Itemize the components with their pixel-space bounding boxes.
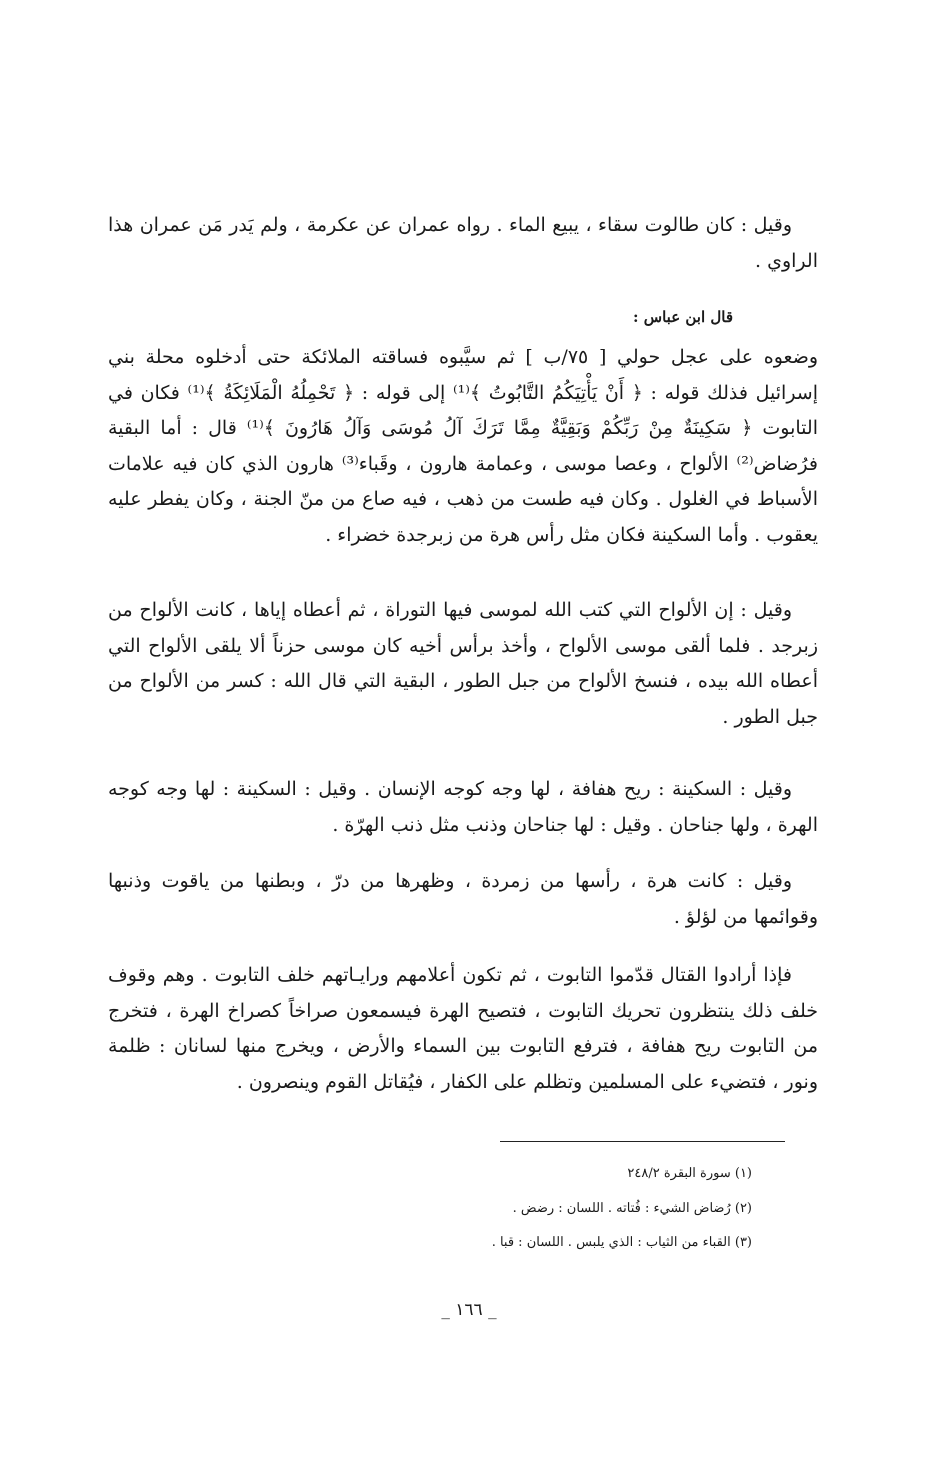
footnote-1: (١) سورة البقرة ٢٤٨/٢ bbox=[627, 1166, 752, 1181]
paragraph-2-text: وضعوه على عجل حولي [ ٧٥/ب ] ثم سيَّبوه فساقته الملائكة حتى أدخلوه محلة بني إسرائيل فذلك قوله : ﴿ أَنْ يَأْتِيَكُمُ التَّابُوتُ ﴾⁽¹⁾ إلى قوله : ﴿ تَحْمِلُهُ الْمَلَائِكَةُ ﴾⁽¹⁾ فكان في التابوت ﴿ سَكِينَةٌ مِنْ رَبِّكُمْ وَبَقِيَّةٌ مِمَّا تَرَكَ آلُ مُوسَى وَآلُ هَارُونَ ﴾⁽¹⁾ قال : أما البقية فرُضاض⁽²⁾ الألواح ، وعصا موسى ، وعمامة هارون ، وقَباء⁽³⁾ هارون الذي كان فيه علامات الأسباط في الغلول . وكان فيه طست من ذهب ، فيه صاع من منّ الجنة ، وكان يفطر عليه يعقوب . وأما السكينة فكان مثل رأس هرة من زبرجدة خضراء . bbox=[108, 346, 818, 546]
paragraph-2 bbox=[108, 340, 818, 553]
paragraph-1 bbox=[108, 208, 818, 279]
footnote-divider bbox=[500, 1141, 785, 1142]
paragraph-3 bbox=[108, 593, 818, 735]
paragraph-6 bbox=[108, 958, 818, 1100]
paragraph-5 bbox=[108, 864, 818, 935]
page-number: _ ١٦٦ _ bbox=[441, 1300, 497, 1320]
paragraph-5-text: وقيل : كانت هرة ، رأسها من زمردة ، وظهرها من درّ ، وبطنها من ياقوت وذنبها وقوائمها من لؤلؤ . bbox=[108, 870, 818, 928]
paragraph-4 bbox=[108, 772, 818, 843]
footnote-2: (٢) رُضاض الشيء : فُتاته . اللسان : رضض . bbox=[512, 1201, 752, 1216]
section-heading: قال ابن عباس : bbox=[633, 308, 733, 326]
paragraph-3-text: وقيل : إن الألواح التي كتب الله لموسى فيها التوراة ، ثم أعطاه إياها ، كانت الألواح من زبرجد . فلما ألقى موسى الألواح ، وأخذ برأس أخيه كان موسى حزناً ألا يلقى الألواح التي أعطاه الله بيده ، فنسخ الألواح من جبل الطور ، البقية التي قال الله : كسر من الألواح من جبل الطور . bbox=[108, 599, 818, 728]
paragraph-1-text: وقيل : كان طالوت سقاء ، يبيع الماء . رواه عمران عن عكرمة ، ولم يَدر مَن عمران هذا الراوي . bbox=[108, 214, 818, 272]
paragraph-4-text: وقيل : السكينة : ريح هفافة ، لها وجه كوجه الإنسان . وقيل : السكينة : لها وجه كوجه الهرة ، ولها جناحان . وقيل : لها جناحان وذنب مثل ذنب الهرّة . bbox=[108, 778, 818, 836]
footnote-3: (٣) القباء من الثياب : الذي يلبس . اللسان : قبا . bbox=[491, 1235, 752, 1250]
paragraph-6-text: فإذا أرادوا القتال قدّموا التابوت ، ثم تكون أعلامهم ورايـاتهم خلف التابوت . وهم وقوف خلف ذلك ينتظرون تحريك التابوت ، فتصيح الهرة فيسمعون صراخاً كصراخ الهرة ، فتخرج من التابوت ريح هفافة ، فترفع التابوت بين السماء والأرض ، ويخرج منها لسانان : ظلمة ونور ، فتضيء على المسلمين وتظلم على الكفار ، فيُقاتل القوم وينصرون . bbox=[108, 964, 818, 1093]
